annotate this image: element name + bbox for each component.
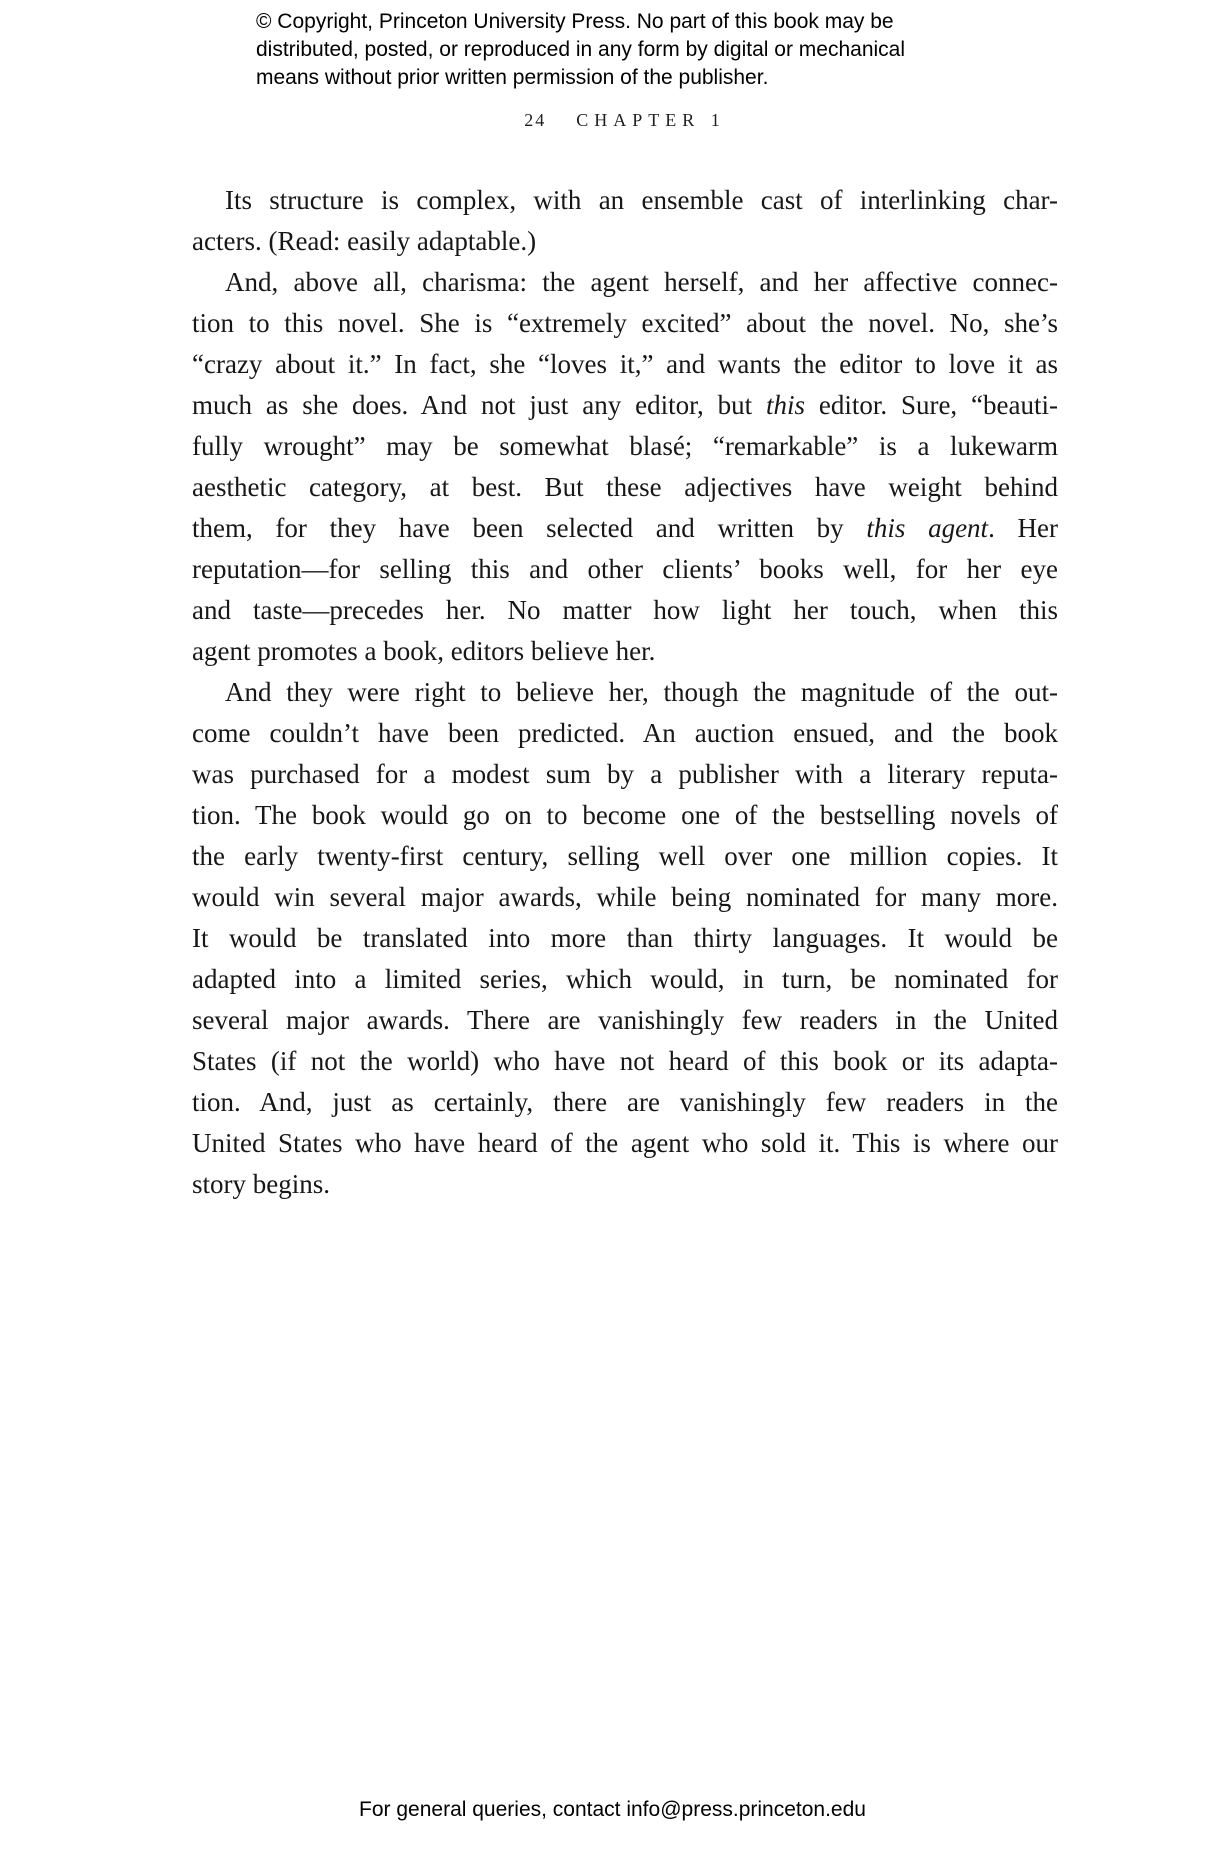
italic-text: this xyxy=(765,390,805,420)
text-segment: tion. The book would go on to become one of the bestselling novels of xyxy=(192,800,1058,830)
text-segment: adapted into a limited series, which would, in turn, be nominated for xyxy=(192,964,1058,994)
text-line xyxy=(192,918,1058,959)
running-head xyxy=(192,110,1058,131)
text-line xyxy=(192,877,1058,918)
text-line xyxy=(192,344,1058,385)
text-segment: editor. Sure, “beauti- xyxy=(804,390,1058,420)
text-line xyxy=(192,385,1058,426)
text-segment: several major awards. There are vanishingly few readers in the United xyxy=(192,1005,1058,1035)
text-segment: them, for they have been selected and written by xyxy=(192,513,867,543)
page-number: 24 xyxy=(524,110,547,130)
text-segment: come couldn’t have been predicted. An auction ensued, and the book xyxy=(192,718,1058,748)
text-segment: United States who have heard of the agent who sold it. This is where our xyxy=(192,1128,1058,1158)
text-line xyxy=(192,672,1058,713)
text-segment: the early twenty-first century, selling well over one million copies. It xyxy=(192,841,1058,871)
text-line xyxy=(192,1164,1058,1205)
paragraph xyxy=(192,262,1058,672)
copyright-line: © Copyright, Princeton University Press. No part of this book may be xyxy=(256,10,894,33)
text-line xyxy=(192,713,1058,754)
text-line xyxy=(192,1123,1058,1164)
copyright-notice xyxy=(256,8,976,92)
contact-line: For general queries, contact info@press.princeton.edu xyxy=(359,1798,866,1821)
copyright-line: means without prior written permission of the publisher. xyxy=(256,66,769,89)
text-segment: would win several major awards, while being nominated for many more. xyxy=(192,882,1058,912)
text-line xyxy=(192,221,1058,262)
text-line xyxy=(192,959,1058,1000)
text-line xyxy=(192,1041,1058,1082)
text-segment: Its structure is complex, with an ensemble cast of interlinking char- xyxy=(225,185,1058,215)
text-line xyxy=(192,1082,1058,1123)
text-segment: story begins. xyxy=(192,1169,330,1199)
text-line xyxy=(192,426,1058,467)
page-footer xyxy=(0,1798,1225,1822)
text-line xyxy=(192,836,1058,877)
text-line xyxy=(192,631,1058,672)
text-segment: agent promotes a book, editors believe her. xyxy=(192,636,656,666)
text-segment: And, above all, charisma: the agent herself, and her affective connec- xyxy=(225,267,1058,297)
text-line xyxy=(192,754,1058,795)
body-text xyxy=(192,180,1058,1205)
text-segment: tion to this novel. She is “extremely excited” about the novel. No, she’s xyxy=(192,308,1058,338)
text-line xyxy=(192,508,1058,549)
text-segment: much as she does. And not just any editor, but xyxy=(192,390,766,420)
paragraph xyxy=(192,180,1058,262)
text-line xyxy=(192,467,1058,508)
text-segment: States (if not the world) who have not heard of this book or its adapta- xyxy=(192,1046,1058,1076)
text-segment: aesthetic category, at best. But these adjectives have weight behind xyxy=(192,472,1058,502)
text-segment: And they were right to believe her, though the magnitude of the out- xyxy=(225,677,1058,707)
text-segment: tion. And, just as certainly, there are vanishingly few readers in the xyxy=(192,1087,1058,1117)
text-segment: It would be translated into more than thirty languages. It would be xyxy=(192,923,1058,953)
text-segment: and taste—precedes her. No matter how light her touch, when this xyxy=(192,595,1058,625)
text-line xyxy=(192,795,1058,836)
chapter-label: CHAPTER 1 xyxy=(576,110,726,130)
text-line xyxy=(192,180,1058,221)
copyright-line: distributed, posted, or reproduced in any form by digital or mechanical xyxy=(256,38,906,61)
text-line xyxy=(192,303,1058,344)
text-segment: “crazy about it.” In fact, she “loves it,” and wants the editor to love it as xyxy=(192,349,1058,379)
text-segment: fully wrought” may be somewhat blasé; “remarkable” is a lukewarm xyxy=(192,431,1058,461)
text-segment: . Her xyxy=(988,513,1058,543)
text-segment: acters. (Read: easily adaptable.) xyxy=(192,226,537,256)
text-segment: reputation—for selling this and other clients’ books well, for her eye xyxy=(192,554,1058,584)
paragraph xyxy=(192,672,1058,1205)
text-line xyxy=(192,590,1058,631)
text-line xyxy=(192,262,1058,303)
text-segment: was purchased for a modest sum by a publisher with a literary reputa- xyxy=(192,759,1058,789)
text-line xyxy=(192,1000,1058,1041)
text-line xyxy=(192,549,1058,590)
italic-text: this agent xyxy=(866,513,989,543)
